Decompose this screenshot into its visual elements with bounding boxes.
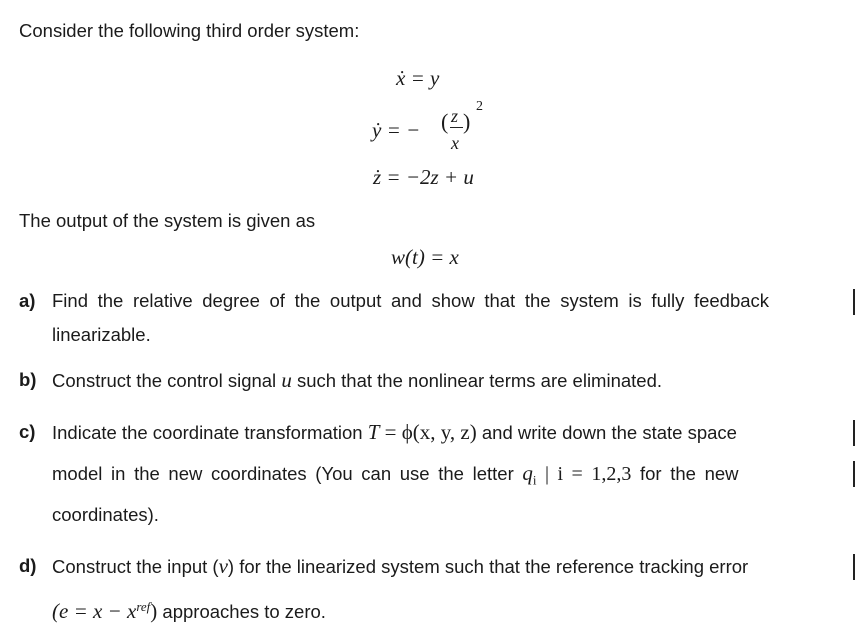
question-c-label: c) [19, 421, 36, 442]
question-d-line2: $(e = x - x^{ref})$ approaches to zero. [52, 599, 326, 624]
equation-paren-open: ( [441, 109, 449, 134]
question-d-line1: Construct the input (v) for the linearized system such that the reference tracking error [52, 554, 749, 578]
equation-numerator: z [451, 106, 459, 126]
question-a-line1: Find the relative degree of the output and show that the system is fully feedback [52, 290, 770, 311]
output-equation: w(t) = x [391, 245, 459, 269]
output-description: The output of the system is given as [19, 210, 316, 231]
equation-denominator: x [451, 133, 459, 153]
question-a-label: a) [19, 290, 36, 311]
question-d-label: d) [19, 555, 37, 576]
equation-paren-close: ) [463, 109, 471, 134]
equation-x-dot: ẋ = y [396, 66, 440, 90]
equation-exponent: 2 [476, 99, 483, 114]
fraction-bar [450, 127, 463, 128]
question-b-text: Construct the control signal u such that the nonlinear terms are eliminated. [52, 368, 663, 392]
intro-text: Consider the following third order system: [19, 20, 360, 41]
question-b-label: b) [19, 369, 37, 390]
question-a-line2: linearizable. [52, 324, 151, 345]
equation-z-dot: ż = −2z + u [373, 165, 474, 189]
equation-y-dot-lhs: ẏ = − [372, 118, 421, 142]
question-c-line2: model in the new coordinates (You can use the letter $q_i$ | i = 1,2,3 for the new [52, 461, 739, 488]
question-c-line3: coordinates). [52, 504, 159, 525]
question-c-line1: Indicate the coordinate transformation T = ϕ(x, y, z) and write down the state space [52, 420, 737, 444]
